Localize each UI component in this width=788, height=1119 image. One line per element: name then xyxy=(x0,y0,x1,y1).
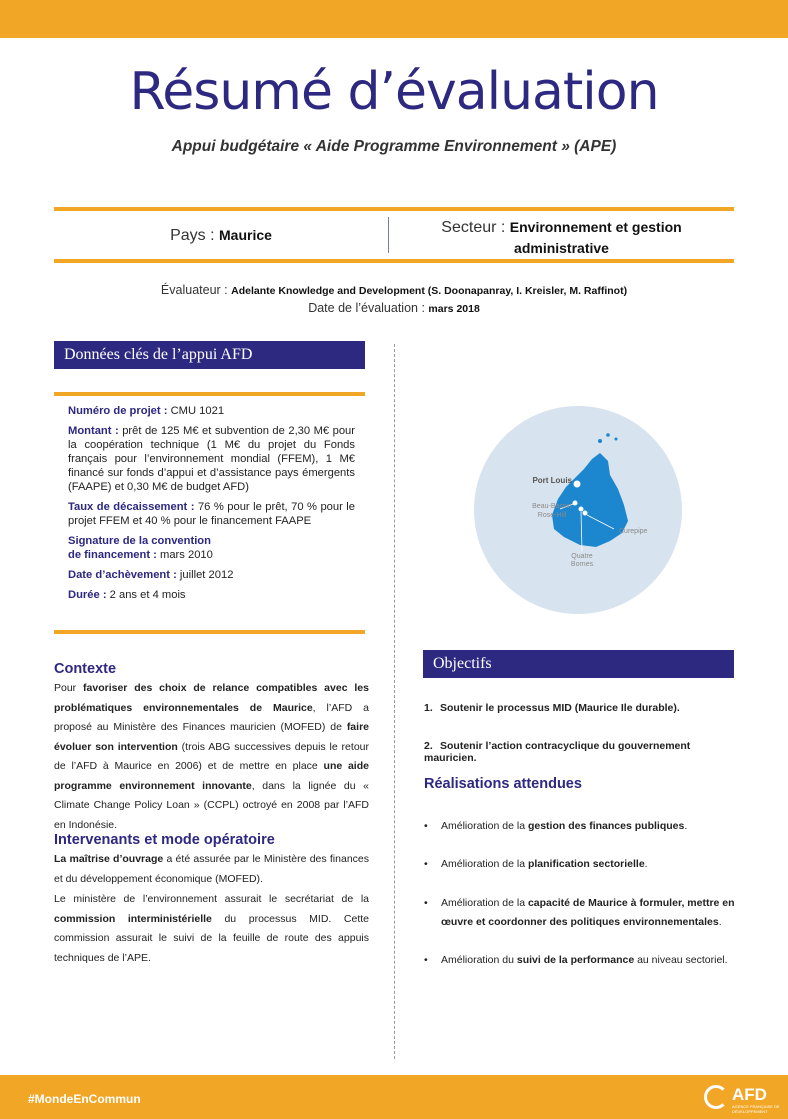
key-data-label: Signature de la convention xyxy=(68,535,211,547)
footer-bar xyxy=(0,1075,788,1119)
key-data-item xyxy=(68,534,355,562)
text-run: Amélioration de la xyxy=(441,897,528,909)
bullet: • xyxy=(424,820,428,832)
evaluator-value: Adelante Knowledge and Development (S. Doonapanray, I. Kreisler, M. Raffinot) xyxy=(231,285,628,297)
text-run: Amélioration de la xyxy=(441,820,528,832)
map-label-bornes: Bornes xyxy=(570,561,594,568)
key-data-label: Durée : xyxy=(68,589,107,601)
evaluator-label: Évaluateur : xyxy=(160,283,228,297)
key-data-value: mars 2010 xyxy=(160,549,213,561)
objective-item xyxy=(424,702,734,714)
text-run: , l’AFD a proposé au Ministère des Finances mauricien (MOFED) de xyxy=(54,701,369,733)
result-text xyxy=(441,951,736,970)
afd-logo-text: AFD xyxy=(732,1085,767,1104)
beau-bassin-marker xyxy=(573,501,578,506)
key-data-label: Montant : xyxy=(68,425,119,437)
result-text xyxy=(441,894,736,932)
key-data-value: prêt de 125 M€ et subvention de 2,30 M€ pour la coopération technique (1 M€ du projet du Fonds français pour l’environnement mondial (FFEM), 1 M€ financé sur fonds d’appui et d’assistance pays émergents (FAAPE) et 0,30 M€ de budget AFD) xyxy=(68,425,356,493)
stakeholders-heading: Intervenants et mode opératoire xyxy=(54,832,275,848)
text-run: (trois ABG successives depuis le retour de l’AFD à Maurice en 2006) et de mettre en place xyxy=(54,740,369,772)
text-run: au niveau sectoriel. xyxy=(634,954,728,966)
text-run-bold: capacité de Maurice à formuler, mettre en œuvre et coordonner des politiques environnementales xyxy=(441,897,735,928)
key-data-label: Date d’achèvement : xyxy=(68,569,177,581)
text-run-bold: La maîtrise d’ouvrage xyxy=(54,853,164,865)
islet xyxy=(606,433,610,437)
key-data-label: Numéro de projet : xyxy=(68,405,168,417)
text-run-bold: favoriser des choix de relance compatibles avec les problématiques environnementales de Maurice xyxy=(54,682,369,714)
curepipe-marker xyxy=(583,511,588,516)
bullet: • xyxy=(424,858,428,870)
key-data-value: CMU 1021 xyxy=(170,405,225,417)
column-divider xyxy=(394,344,395,1059)
context-heading: Contexte xyxy=(54,661,117,677)
divider xyxy=(54,207,734,211)
text-run: , dans la lignée du « Climate Change Policy Loan » (CCPL) octroyé en 2008 par l’AFD en Indonésie. xyxy=(54,779,370,831)
objective-number: 2. xyxy=(424,740,433,752)
quatre-bornes-marker xyxy=(579,507,584,512)
result-text xyxy=(441,855,736,874)
text-run: Pour xyxy=(54,682,84,694)
objective-text: Soutenir le processus MID (Maurice Ile durable). xyxy=(440,702,680,714)
sector-label: Secteur : xyxy=(441,219,506,236)
text-run-bold: gestion des finances publiques xyxy=(527,820,685,832)
divider xyxy=(54,259,734,263)
text-run: . xyxy=(718,916,722,928)
country-sector-box xyxy=(54,207,734,263)
text-run-bold: commission interministérielle xyxy=(54,912,212,925)
key-data-box xyxy=(54,392,365,634)
key-data-label-cont: de financement : xyxy=(68,549,157,561)
text-run: du processus MID. Cette commission assurait le suivi de la feuille de route des appuis techniques de l’APE. xyxy=(54,912,370,964)
afd-logo xyxy=(704,1083,780,1115)
objective-item xyxy=(424,740,734,764)
page-title: Résumé d’évaluation xyxy=(129,62,659,122)
objectives-heading: Objectifs xyxy=(423,650,734,678)
stakeholders-paragraph xyxy=(54,850,369,889)
text-run: Le ministère de l’environnement assurait le secrétariat de la xyxy=(54,893,369,905)
evaluation-date-line xyxy=(0,301,788,315)
top-banner xyxy=(0,0,788,38)
islet xyxy=(598,439,602,443)
afd-logo-icon xyxy=(704,1085,728,1109)
text-run: . xyxy=(644,858,648,870)
key-data-value: 2 ans et 4 mois xyxy=(109,589,186,601)
page-subtitle: Appui budgétaire « Aide Programme Environnement » (APE) xyxy=(171,138,617,155)
text-run-bold: faire évoluer son intervention xyxy=(54,721,369,753)
sector-value: Environnement et gestion xyxy=(509,219,682,235)
afd-logo-subtext: AGENCE FRANÇAISE DE DÉVELOPPEMENT xyxy=(732,1104,780,1114)
country-field xyxy=(54,227,388,245)
text-run: a été assurée par le Ministère des finances et du développement économique (MOFED). xyxy=(54,853,370,885)
text-run: Amélioration de la xyxy=(441,858,528,870)
expected-results-heading: Réalisations attendues xyxy=(424,776,582,792)
key-data-item xyxy=(68,424,355,494)
map-label-quatre: Quatre xyxy=(571,553,593,560)
key-data-item xyxy=(68,404,355,418)
key-data-heading: Données clés de l’appui AFD xyxy=(54,341,365,369)
sector-field xyxy=(389,217,734,259)
text-run: Amélioration du xyxy=(441,954,517,966)
country-label: Pays : xyxy=(170,227,215,244)
objective-number: 1. xyxy=(424,702,433,714)
footer-hashtag: #MondeEnCommun xyxy=(28,1092,141,1106)
divider xyxy=(54,630,365,634)
sector-value-cont: administrative xyxy=(514,240,609,256)
map-label-port-louis: Port Louis xyxy=(532,476,572,485)
text-run-bold: planification sectorielle xyxy=(527,858,645,870)
objective-text: Soutenir l’action contracyclique du gouvernement mauricien. xyxy=(424,740,691,764)
key-data-item xyxy=(68,588,355,602)
key-data-list xyxy=(68,404,355,608)
result-item xyxy=(424,855,736,874)
text-run: . xyxy=(684,820,688,832)
stakeholders-paragraph-2 xyxy=(54,890,369,968)
result-text xyxy=(441,817,736,836)
key-data-item xyxy=(68,568,355,582)
result-item xyxy=(424,951,736,970)
port-louis-marker xyxy=(574,481,581,488)
text-run-bold: suivi de la performance xyxy=(516,954,635,966)
key-data-item xyxy=(68,500,355,528)
evaluator-line xyxy=(0,283,788,297)
context-paragraph xyxy=(54,679,369,835)
result-item xyxy=(424,817,736,836)
map-label-rose-hill: Rose-Hill xyxy=(537,512,567,519)
islet xyxy=(615,438,618,441)
map-label-curepipe: Curepipe xyxy=(619,528,648,535)
evaluation-date-value: mars 2018 xyxy=(428,303,480,315)
mauritius-map xyxy=(460,405,696,615)
result-item xyxy=(424,894,736,932)
key-data-value: juillet 2012 xyxy=(179,569,234,581)
key-data-value: 76 % pour le prêt, 70 % pour le projet FFEM et 40 % pour le financement FAAPE xyxy=(68,501,356,527)
bullet: • xyxy=(424,954,428,966)
map-label-beau-bassin: Beau-Bassin xyxy=(532,503,572,510)
divider xyxy=(54,392,365,396)
bullet: • xyxy=(424,897,428,909)
key-data-label: Taux de décaissement : xyxy=(68,501,195,513)
country-value: Maurice xyxy=(219,227,272,243)
text-run-bold: une aide programme environnement innovante xyxy=(54,760,369,792)
evaluation-date-label: Date de l’évaluation : xyxy=(308,301,425,315)
